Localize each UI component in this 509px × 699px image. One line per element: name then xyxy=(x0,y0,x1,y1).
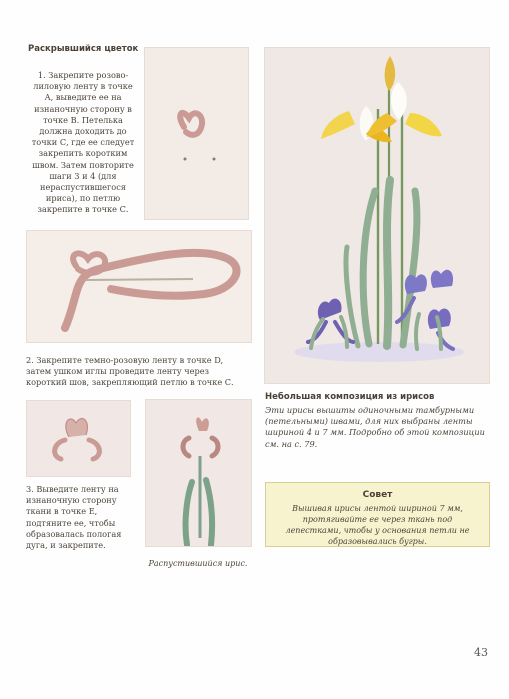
tip-title: Совет xyxy=(362,490,393,500)
step-1-text: 1. Закрепите розово-лиловую ленту в точке А, выведите ее на изнаночную сторону в точке В. Петелька должна доходить до точки С, где ее следует закрепить коротким швом. Затем повторите шаги 3 и 4 (для нераспустившегося ириса), по петлю закрепите в точке С. xyxy=(31,70,135,215)
bloom-illustration xyxy=(146,400,251,546)
composition-text: Эти ирисы вышиты одиночными тамбурными (петельными) швами, для них выбраны ленты шириной 4 и 7 мм. Подробно об этой композиции см. на с. 79. xyxy=(265,405,485,449)
step-1-photo xyxy=(144,47,249,220)
page-number: 43 xyxy=(474,646,488,659)
step-1-illustration xyxy=(145,48,248,219)
bloom-caption: Распустившийся ирис. xyxy=(148,559,248,568)
step-2-illustration xyxy=(27,231,251,342)
composition-illustration xyxy=(265,48,489,383)
tip-box xyxy=(265,482,490,547)
step-3-illustration xyxy=(27,401,130,476)
step-2-photo xyxy=(26,230,252,343)
composition-title: Небольшая композиция из ирисов xyxy=(265,392,435,402)
step-3-photo xyxy=(26,400,131,477)
bloom-photo xyxy=(145,399,252,547)
composition-photo xyxy=(264,47,490,384)
section-heading: Раскрывшийся цветок xyxy=(28,44,139,54)
step-2-text: 2. Закрепите темно-розовую ленту в точке D, затем ушком иглы проведите ленту через короткий шов, закрепляющий петлю в точке С. xyxy=(26,355,234,388)
tip-text: Вышивая ирисы лентой шириной 7 мм, протягивайте ее через ткань под лепестками, чтобы у основания петли не образовывались бугры. xyxy=(285,504,470,546)
step-3-text: 3. Выведите ленту на изнаночную сторону ткани в точке Е, подтяните ее, чтобы образовалась пологая дуга, и закрепите. xyxy=(26,484,122,551)
